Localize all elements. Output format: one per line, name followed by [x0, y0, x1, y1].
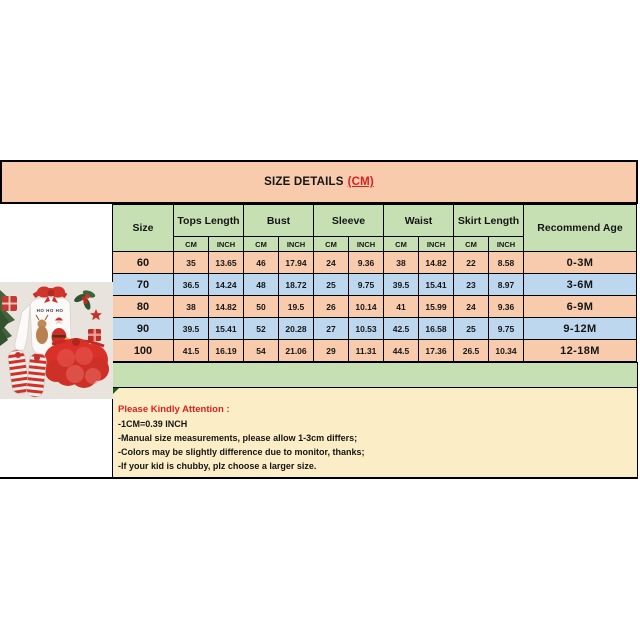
measurement-cell: 10.14: [349, 296, 384, 318]
column-header-skirt-length: Skirt Length: [454, 205, 524, 237]
age-cell: 9-12M: [524, 318, 637, 340]
size-details-banner: [0, 160, 638, 204]
table-row-size-90: [113, 318, 637, 340]
measurement-cell: 9.36: [349, 252, 384, 274]
measurement-cell: 48: [244, 274, 279, 296]
size-cell: 100: [113, 340, 174, 362]
size-cell: 80: [113, 296, 174, 318]
measurement-cell: 39.5: [384, 274, 419, 296]
note-line: -Colors may be slightly difference due to monitor, thanks;: [118, 447, 365, 457]
column-header-bust: Bust: [244, 205, 314, 237]
unit-cm: CM: [244, 237, 279, 252]
empty-green-row: [112, 362, 638, 388]
measurement-cell: 36.5: [174, 274, 209, 296]
measurement-cell: 15.41: [419, 274, 454, 296]
tutu-skirt: [44, 338, 109, 388]
column-header-waist: Waist: [384, 205, 454, 237]
measurement-cell: 26: [314, 296, 349, 318]
gift-box: [88, 329, 101, 341]
measurement-cell: 14.82: [419, 252, 454, 274]
banner-title: SIZE DETAILS: [264, 176, 344, 188]
measurement-cell: 52: [244, 318, 279, 340]
measurement-cell: 41: [384, 296, 419, 318]
measurement-cell: 25: [454, 318, 489, 340]
measurement-cell: 9.36: [489, 296, 524, 318]
note-line: -1CM=0.39 INCH: [118, 419, 188, 429]
measurement-cell: 17.36: [419, 340, 454, 362]
table-row-size-70: [113, 274, 637, 296]
size-table: [112, 204, 637, 362]
unit-cm: CM: [384, 237, 419, 252]
measurement-cell: 8.58: [489, 252, 524, 274]
measurement-cell: 15.41: [209, 318, 244, 340]
measurement-cell: 16.58: [419, 318, 454, 340]
measurement-cell: 24: [314, 252, 349, 274]
age-cell: 0-3M: [524, 252, 637, 274]
age-cell: 6-9M: [524, 296, 637, 318]
column-header-tops-length: Tops Length: [174, 205, 244, 237]
measurement-cell: 14.24: [209, 274, 244, 296]
measurement-cell: 11.31: [349, 340, 384, 362]
measurement-cell: 21.06: [279, 340, 314, 362]
sheet-bottom-border: [0, 477, 113, 479]
measurement-cell: 13.65: [209, 252, 244, 274]
measurement-cell: 25: [314, 274, 349, 296]
column-header-size: Size: [113, 205, 174, 252]
size-cell: 90: [113, 318, 174, 340]
measurement-cell: 39.5: [174, 318, 209, 340]
measurement-cell: 54: [244, 340, 279, 362]
age-cell: 12-18M: [524, 340, 637, 362]
table-header-row: [113, 205, 637, 237]
note-line: -Manual size measurements, please allow 1-3cm differs;: [118, 433, 358, 443]
unit-inch: INCH: [279, 237, 314, 252]
measurement-cell: 9.75: [349, 274, 384, 296]
banner-unit: (CM): [347, 176, 374, 188]
measurement-cell: 17.94: [279, 252, 314, 274]
size-cell: 60: [113, 252, 174, 274]
table-row-size-80: [113, 296, 637, 318]
measurement-cell: 38: [174, 296, 209, 318]
gift-ornament: [2, 296, 17, 311]
measurement-cell: 24: [454, 296, 489, 318]
measurement-cell: 26.5: [454, 340, 489, 362]
column-header-sleeve: Sleeve: [314, 205, 384, 237]
measurement-cell: 35: [174, 252, 209, 274]
note-line: -If your kid is chubby, plz choose a larger size.: [118, 461, 317, 471]
unit-cm: CM: [454, 237, 489, 252]
measurement-cell: 15.99: [419, 296, 454, 318]
notes-title: Please Kindly Attention :: [118, 404, 230, 415]
measurement-cell: 29: [314, 340, 349, 362]
product-photo: [0, 282, 113, 399]
attention-notes-box: [112, 387, 638, 479]
unit-inch: INCH: [349, 237, 384, 252]
unit-cm: CM: [314, 237, 349, 252]
measurement-cell: 20.28: [279, 318, 314, 340]
unit-inch: INCH: [209, 237, 244, 252]
age-cell: 3-6M: [524, 274, 637, 296]
measurement-cell: 22: [454, 252, 489, 274]
measurement-cell: 50: [244, 296, 279, 318]
size-cell: 70: [113, 274, 174, 296]
measurement-cell: 27: [314, 318, 349, 340]
measurement-cell: 44.5: [384, 340, 419, 362]
measurement-cell: 23: [454, 274, 489, 296]
column-header-recommend-age: Recommend Age: [524, 205, 637, 252]
measurement-cell: 46: [244, 252, 279, 274]
romper-print-text: HO HO HO: [36, 308, 64, 313]
unit-inch: INCH: [419, 237, 454, 252]
measurement-cell: 38: [384, 252, 419, 274]
cell-corner-marker: [113, 388, 119, 394]
measurement-cell: 19.5: [279, 296, 314, 318]
table-row-size-100: [113, 340, 637, 362]
unit-cm: CM: [174, 237, 209, 252]
measurement-cell: 9.75: [489, 318, 524, 340]
measurement-cell: 10.53: [349, 318, 384, 340]
measurement-cell: 16.19: [209, 340, 244, 362]
measurement-cell: 41.5: [174, 340, 209, 362]
unit-inch: INCH: [489, 237, 524, 252]
table-row-size-60: [113, 252, 637, 274]
measurement-cell: 18.72: [279, 274, 314, 296]
measurement-cell: 14.82: [209, 296, 244, 318]
measurement-cell: 42.5: [384, 318, 419, 340]
measurement-cell: 10.34: [489, 340, 524, 362]
measurement-cell: 8.97: [489, 274, 524, 296]
